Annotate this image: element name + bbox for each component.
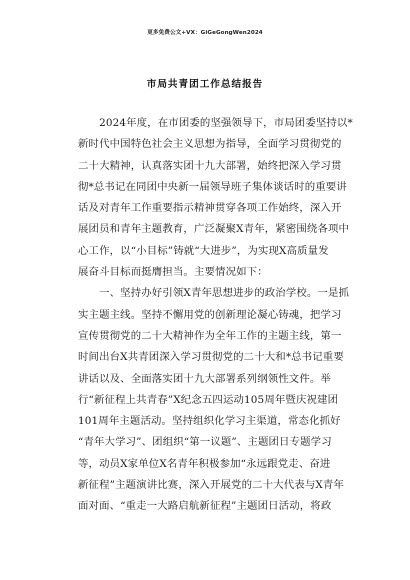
body-line: 一、坚持办好引领X青年思想进步的政治学校。一是抓 [78, 287, 350, 300]
body-line: 彻*总书记在同团中央新一届领导班子集体谈话时的重要讲 [78, 180, 347, 193]
body-line: 实主题主线。坚持不懈用党的创新理论凝心铸魂，把学习 [78, 308, 342, 321]
page-title: 市局共青团工作总结报告 [146, 79, 264, 90]
body-line: 展奋斗目标而挺膺担当。主要情况如下： [78, 266, 268, 279]
body-line: 行“新征程上共青春”X纪念五四运动105周年暨庆祝建团 [78, 393, 339, 406]
body-line: 展团员和青年主题教育，广泛凝聚X青年，紧密围绕各项中 [78, 223, 350, 236]
body-line: 新征程”主题演讲比赛，深入开展党的二十大代表与X青年 [78, 479, 344, 492]
body-line: 2024年度，在市团委的坚强领导下，市局团委坚持以* [78, 117, 353, 129]
body-line: 讲话以及、全面落实团十九大部署系列纲领性文件。举 [78, 372, 331, 385]
document-body [78, 113, 353, 518]
body-line: 宣传贯彻党的二十大精神作为全年工作的主题主线，第一 [78, 329, 342, 342]
body-line: 面对面、“重走一大路启航新征程”主题团日活动，将政 [78, 500, 332, 513]
body-line: 101周年主题活动。坚持组织化学习主渠道，常态化抓好 [78, 415, 341, 428]
header-note: 更多免费公文+VX：GiGeGongWen2024 [147, 30, 263, 36]
body-line: 话及对青年工作重要指示精神贯穿各项工作始终，深入开 [78, 202, 342, 215]
body-line: 等，动员X家单位X名青年积极参加“永远跟党走、奋进 [78, 457, 331, 470]
body-line: 心工作，以“小目标”铸就“大进步”，为实现X高质量发 [78, 244, 329, 257]
body-line: 时间出台X共青团深入学习贯彻党的二十大和*总书记重要 [78, 351, 344, 364]
body-line: 新时代中国特色社会主义思想为指导，全面学习贯彻党的 [78, 138, 342, 151]
body-line: “青年大学习”、团组织“第一议题”、主题团日专题学习 [78, 436, 332, 449]
body-line: 二十大精神，认真落实团十九大部署，始终把深入学习贯 [78, 159, 342, 172]
